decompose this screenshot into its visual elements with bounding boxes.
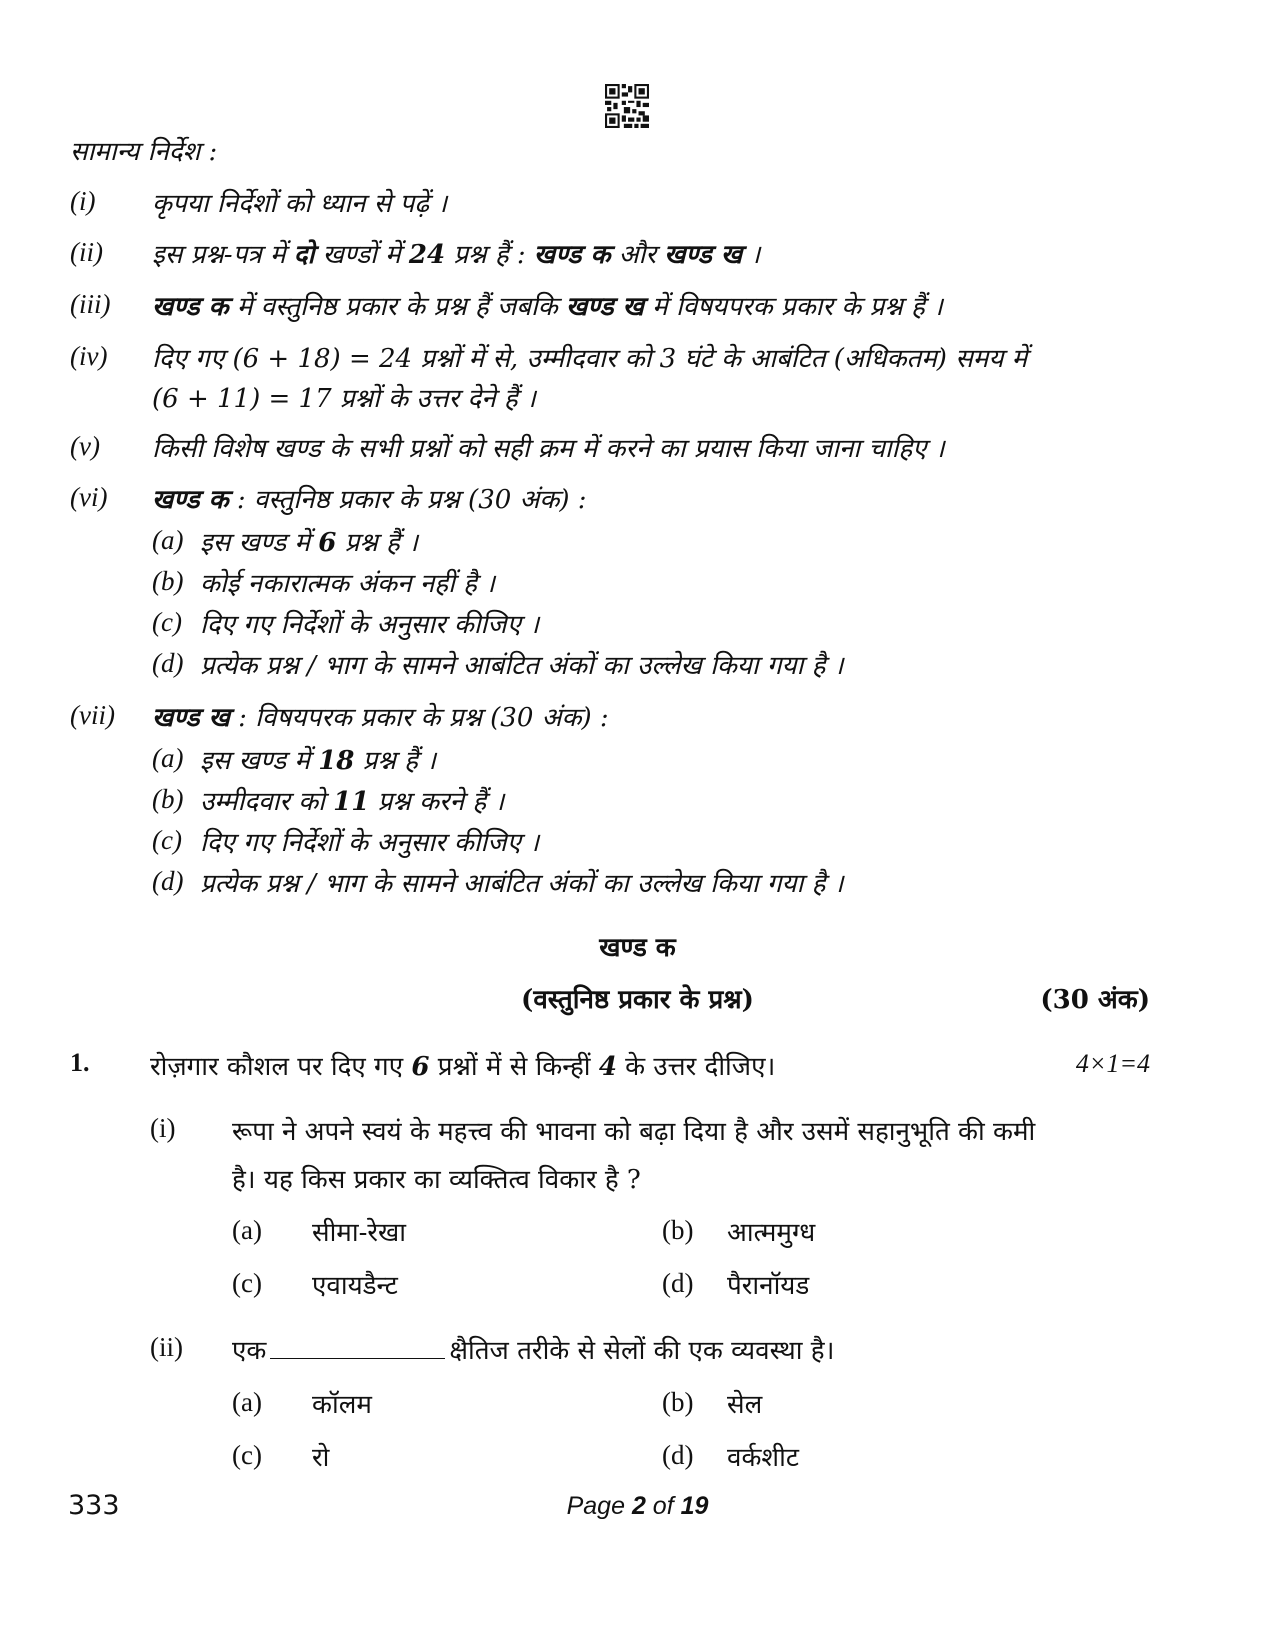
question-number: 1. — [70, 1048, 90, 1077]
option-letter: (a) — [232, 1387, 262, 1417]
sub-instruction-text: प्रत्येक प्रश्न / भाग के सामने आबंटित अंकों का उल्लेख किया गया है । — [200, 651, 844, 681]
section-title: खण्ड क — [599, 933, 676, 963]
instruction-number: (vii) — [70, 700, 115, 730]
instruction-text: दिए गए (6 + 18) = 24 प्रश्नों में से, उम्मीदवार को 3 घंटे के आबंटित (अधिकतम) समय में — [152, 344, 1028, 374]
sub-instruction-text: दिए गए निर्देशों के अनुसार कीजिए । — [200, 610, 540, 640]
question-marks: 4×1=4 — [1075, 1049, 1150, 1078]
option-text[interactable]: सीमा-रेखा — [312, 1218, 407, 1248]
option-letter: (c) — [232, 1268, 262, 1298]
instruction-text: खण्ड ख : विषयपरक प्रकार के प्रश्न (30 अंक) : — [152, 703, 609, 733]
part-number: (i) — [150, 1113, 176, 1143]
option-letter: (a) — [232, 1215, 262, 1245]
sub-instruction-text: इस खण्ड में 6 प्रश्न हैं । — [200, 528, 418, 558]
option-text[interactable]: कॉलम — [312, 1390, 372, 1420]
sub-instruction-letter: (a) — [152, 743, 184, 773]
section-subtitle: (वस्तुनिष्ठ प्रकार के प्रश्न) — [521, 985, 754, 1015]
option-text[interactable]: आत्ममुग्ध — [727, 1218, 816, 1248]
section-marks: (30 अंक) — [1040, 985, 1150, 1015]
part-text: है। यह किस प्रकार का व्यक्तित्व विकार है ? — [232, 1165, 641, 1195]
instruction-number: (v) — [70, 431, 100, 461]
instruction-text: खण्ड क : वस्तुनिष्ठ प्रकार के प्रश्न (30 अंक) : — [152, 485, 587, 515]
option-text[interactable]: सेल — [727, 1390, 763, 1420]
instruction-text: किसी विशेष खण्ड के सभी प्रश्नों को सही क्रम में करने का प्रयास किया जाना चाहिए । — [152, 434, 945, 464]
page-number: Page 2 of 19 — [566, 1492, 709, 1520]
instruction-number: (iv) — [70, 341, 108, 371]
sub-instruction-letter: (a) — [152, 525, 184, 555]
part-text: रूपा ने अपने स्वयं के महत्त्व की भावना को बढ़ा दिया है और उसमें सहानुभूति की कमी — [232, 1117, 1036, 1147]
instruction-text: कृपया निर्देशों को ध्यान से पढ़ें । — [152, 189, 448, 219]
sub-instruction-letter: (c) — [152, 825, 182, 855]
sub-instruction-letter: (d) — [152, 866, 184, 896]
sub-instruction-letter: (b) — [152, 784, 184, 814]
option-letter: (c) — [232, 1440, 262, 1470]
instruction-number: (vi) — [70, 482, 108, 512]
option-text[interactable]: पैरानॉयड — [727, 1271, 810, 1301]
sub-instruction-text: इस खण्ड में 18 प्रश्न हैं । — [200, 746, 437, 776]
instructions-heading: सामान्य निर्देश : — [70, 137, 218, 167]
instruction-text: (6 + 11) = 17 प्रश्नों के उत्तर देने हैं । — [152, 384, 536, 414]
sub-instruction-letter: (b) — [152, 566, 184, 596]
sub-instruction-text: दिए गए निर्देशों के अनुसार कीजिए । — [200, 828, 540, 858]
sub-instruction-text: उम्मीदवार को 11 प्रश्न करने हैं । — [200, 787, 505, 817]
option-text[interactable]: वर्कशीट — [727, 1443, 799, 1473]
sub-instruction-text: प्रत्येक प्रश्न / भाग के सामने आबंटित अंकों का उल्लेख किया गया है । — [200, 869, 844, 899]
option-text[interactable]: एवायडैन्ट — [312, 1271, 398, 1301]
instruction-number: (ii) — [70, 237, 103, 267]
option-letter: (b) — [662, 1387, 694, 1417]
sub-instruction-letter: (d) — [152, 648, 184, 678]
instruction-text: इस प्रश्न-पत्र में दो खण्डों में 24 प्रश्न हैं : खण्ड क और खण्ड ख । — [152, 240, 761, 270]
part-text: एक क्षैतिज तरीके से सेलों की एक व्यवस्था है। — [232, 1336, 835, 1366]
part-number: (ii) — [150, 1332, 183, 1362]
option-text[interactable]: रो — [312, 1443, 330, 1473]
instruction-number: (i) — [70, 186, 96, 216]
option-letter: (d) — [662, 1268, 694, 1298]
question-text: रोज़गार कौशल पर दिए गए 6 प्रश्नों में से किन्हीं 4 के उत्तर दीजिए। — [150, 1052, 776, 1082]
fill-in-blank[interactable] — [270, 1334, 445, 1359]
qr-code-icon — [605, 84, 649, 128]
instruction-number: (iii) — [70, 289, 111, 319]
sub-instruction-letter: (c) — [152, 607, 182, 637]
instruction-text: खण्ड क में वस्तुनिष्ठ प्रकार के प्रश्न हैं जबकि खण्ड ख में विषयपरक प्रकार के प्रश्न हैं । — [152, 292, 943, 322]
paper-code: 333 — [68, 1490, 120, 1521]
option-letter: (d) — [662, 1440, 694, 1470]
option-letter: (b) — [662, 1215, 694, 1245]
sub-instruction-text: कोई नकारात्मक अंकन नहीं है । — [200, 569, 496, 599]
